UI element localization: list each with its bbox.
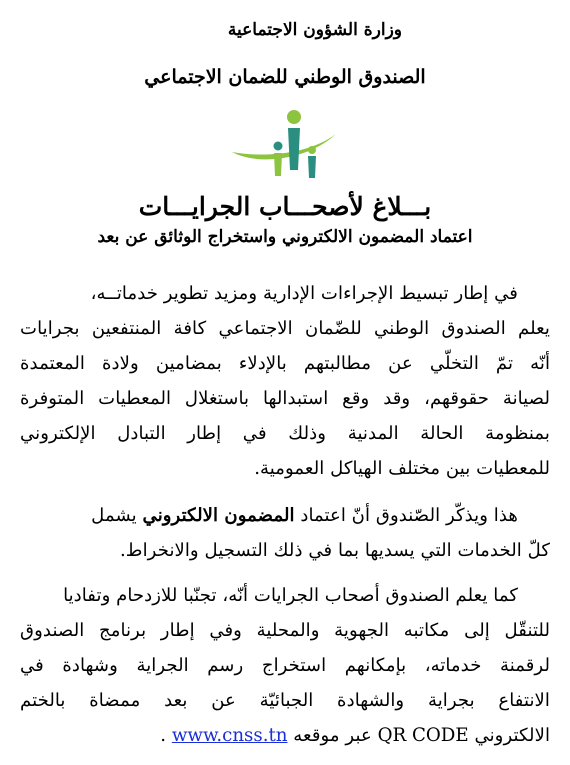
paragraph3-line: لرقمنة خدماته، بإمكانهم استخراج رسم الجراية وشهادة في [20, 655, 550, 676]
qr-code-text: QR CODE [377, 725, 469, 746]
paragraph1-line: لصيانة حقوقهم، وقد وقع استبدالها باستغلال المعطيات المتوفرة [20, 388, 550, 409]
paragraph2-text: هذا ويذكّر الصّندوق أنّ اعتماد [294, 505, 518, 526]
paragraph1-line: للمعطيات بين مختلف الهياكل العمومية. [254, 458, 550, 479]
fund-name: الصندوق الوطني للضمان الاجتماعي [144, 66, 426, 88]
paragraph1-line: بمنظومة الحالة المدنية وذلك في إطار التبادل الإلكتروني [20, 423, 550, 444]
electronic-certificate-term: المضمون الالكتروني [142, 505, 295, 526]
paragraph2-line [20, 505, 518, 527]
website-link[interactable]: www.cnss.tn [171, 725, 288, 746]
paragraph3-text: . [160, 725, 172, 746]
paragraph3-text: الالكتروني [468, 725, 550, 746]
paragraph3-line: كما يعلم الصندوق أصحاب الجرايات أنّه، تجنّبا للازدحام وتفاديا [63, 585, 518, 606]
paragraph1-line: في إطار تبسيط الإجراءات الإدارية ومزيد تطوير خدماتــه، [90, 283, 518, 304]
paragraph2-line: كلّ الخدمات التي يسديها بما في ذلك التسجيل والانخراط. [120, 540, 550, 561]
paragraph3-line [160, 725, 550, 747]
paragraph2-text: يشمل [91, 505, 143, 526]
ministry-name: وزارة الشؤون الاجتماعية [227, 20, 402, 40]
notice-subtitle: اعتماد المضمون الالكتروني واستخراج الوثائق عن بعد [97, 227, 473, 247]
family-logo-icon [228, 108, 342, 184]
paragraph1-line: أنّه تمّ التخلّي عن مطالبتهم بالإدلاء بمضامين ولادة المعتمدة [20, 353, 550, 374]
paragraph3-text: عبر موقعه [287, 725, 378, 746]
paragraph3-line: للتنقّل إلى مكاتبه الجهوية والمحلية وفي إطار برنامج الصندوق [20, 620, 550, 641]
paragraph3-line: الانتفاع بجراية والشهادة الجبائيّة عن بعد ممضاة بالختم [20, 690, 550, 711]
paragraph1-line: يعلم الصندوق الوطني للضّمان الاجتماعي كافة المنتفعين بجرايات [20, 318, 550, 339]
notice-title: بـــلاغ لأصحـــاب الجرايـــات [138, 192, 432, 221]
